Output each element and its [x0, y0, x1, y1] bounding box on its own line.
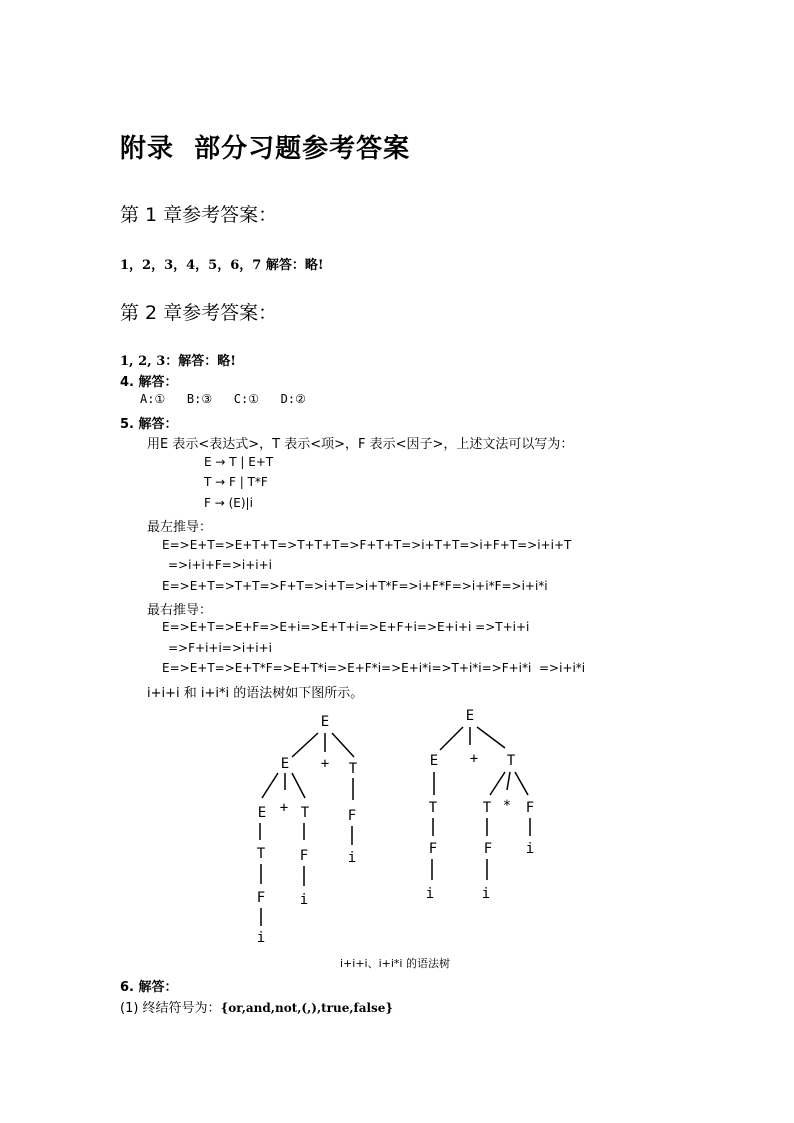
tree-node: i [481, 886, 491, 902]
q4-label: 4. 解答： [120, 375, 178, 390]
tree-node: i [525, 841, 535, 857]
grammar-intro: 用E 表示<表达式>，T 表示<项>，F 表示<因子>，上述文法可以写为： [147, 437, 574, 452]
grammar-rule: T → F | T*F [204, 475, 268, 489]
tree-node: + [469, 751, 479, 767]
tree-node: T [348, 761, 358, 777]
tree-node: F [299, 848, 309, 864]
leftmost-label: 最左推导： [147, 520, 213, 535]
tree-node: T [506, 753, 516, 769]
q5-label: 5. 解答： [120, 417, 178, 432]
tree-node: E [320, 714, 330, 730]
q4-answers: A:① B:③ C:① D:② [140, 392, 306, 406]
tree-node: i [299, 892, 309, 908]
leftmost-derivation: =>i+i+F=>i+i+i [168, 558, 273, 572]
tree-node: T [428, 800, 438, 816]
q6-line1 [120, 997, 393, 1016]
tree-node: F [483, 841, 493, 857]
tree-caption: i+i+i、i+i*i 的语法树 [340, 957, 450, 970]
rightmost-derivation: =>F+i+i=>i+i+i [168, 641, 273, 655]
chapter1-answer: 1，2，3，4，5，6，7 解答：略! [120, 258, 324, 273]
tree-node: + [320, 756, 330, 772]
tree-node: * [502, 798, 512, 814]
tree-node: F [428, 841, 438, 857]
tree-edges [429, 727, 530, 880]
tree-node: E [429, 753, 439, 769]
tree-node: F [525, 800, 535, 816]
rightmost-derivation: E=>E+T=>E+T*F=>E+T*i=>E+F*i=>E+i*i=>T+i*i=>F+i*i =>i+i*i [162, 661, 586, 675]
q6-line1-prefix: (1) 终结符号为： [120, 1001, 221, 1016]
chapter1-heading: 第 1 章参考答案： [120, 204, 278, 226]
rightmost-derivation: E=>E+T=>E+F=>E+i=>E+T+i=>E+F+i=>E+i+i =>T+i+i [162, 620, 530, 634]
leftmost-derivation: E=>E+T=>T+T=>F+T=>i+T=>i+T*F=>i+F*F=>i+i*F=>i+i*i [162, 579, 548, 593]
chapter2-heading: 第 2 章参考答案： [120, 302, 278, 324]
tree-node: T [482, 800, 492, 816]
leftmost-derivation: E=>E+T=>E+T+T=>T+T+T=>F+T+T=>i+T+T=>i+F+T=>i+i+T [162, 538, 572, 552]
tree-node: E [280, 756, 290, 772]
rightmost-label: 最右推导： [147, 603, 213, 618]
terminal-symbols: {or,and,not,(,),true,false} [220, 1001, 394, 1015]
tree-node: i [347, 850, 357, 866]
grammar-rule: E → T | E+T [204, 455, 274, 469]
page-title: 附录 部分习题参考答案 [120, 134, 411, 164]
q123-answer: 1, 2, 3：解答：略! [120, 354, 236, 369]
q6-label: 6. 解答： [120, 980, 178, 995]
tree-node: i [256, 930, 266, 946]
tree-node: T [256, 846, 266, 862]
tree-node: i [425, 886, 435, 902]
tree-node: E [465, 708, 475, 724]
tree-node: F [347, 808, 357, 824]
tree-node: + [279, 800, 289, 816]
tree-node: F [256, 890, 266, 906]
tree-node: E [257, 805, 267, 821]
tree-intro: i+i+i 和 i+i*i 的语法树如下图所示。 [147, 686, 364, 701]
tree-node: T [300, 805, 310, 821]
syntax-tree-2 [410, 700, 560, 910]
syntax-tree-1 [240, 706, 380, 946]
grammar-rule: F → (E)|i [204, 496, 253, 510]
